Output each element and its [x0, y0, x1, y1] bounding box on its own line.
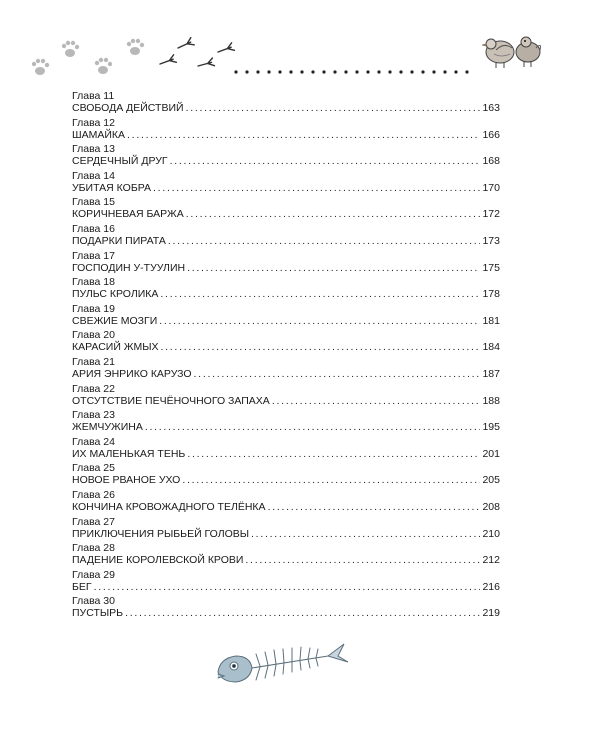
dot-leader: [159, 315, 480, 328]
chapter-title-line: [72, 341, 500, 354]
toc-entry: [72, 542, 500, 569]
chapter-title: ПОДАРКИ ПИРАТА: [72, 234, 166, 247]
toc-entry: [72, 90, 500, 117]
chapter-number: Глава 12: [72, 116, 115, 129]
chapter-title-line: [72, 474, 500, 487]
toc-entry: [72, 276, 500, 303]
dotted-trail: [234, 70, 468, 73]
page-number: 166: [482, 128, 500, 141]
toc-entry: [72, 516, 500, 543]
dot-leader: [145, 421, 481, 434]
chapter-title: ГОСПОДИН У-ТУУЛИН: [72, 261, 186, 274]
toc-entry: [72, 223, 500, 250]
dot-leader: [187, 448, 480, 461]
chapter-number: Глава 16: [72, 222, 115, 235]
dot-leader: [160, 288, 480, 301]
table-of-contents: [72, 90, 500, 622]
chapter-title-line: [72, 102, 500, 115]
chapter-number: Глава 29: [72, 568, 115, 581]
page-number: 219: [482, 607, 500, 620]
page-number: 172: [482, 208, 500, 221]
bird-track-icon: [217, 43, 235, 56]
page-number: 205: [482, 474, 500, 487]
page-number: 175: [482, 261, 500, 274]
dot-leader: [161, 341, 481, 354]
chapter-title-line: [72, 129, 500, 142]
chapter-number: Глава 11: [72, 90, 115, 102]
toc-entry: [72, 569, 500, 596]
page-number: 195: [482, 421, 500, 434]
dot-leader: [168, 235, 481, 248]
chapter-number: Глава 23: [72, 409, 115, 422]
chapter-number: Глава 22: [72, 382, 115, 395]
paw-print-icon: [95, 58, 112, 74]
bird-tracks: [159, 38, 235, 70]
chapter-title-line: [72, 262, 500, 275]
page-number: 178: [482, 288, 500, 301]
chapter-title: ПУЛЬС КРОЛИКА: [72, 288, 159, 301]
dot-leader: [194, 368, 481, 381]
dot-leader: [268, 501, 481, 514]
chapter-title-line: [72, 528, 500, 541]
bird-track-icon: [197, 58, 215, 70]
fish-skeleton-illustration: [210, 636, 360, 694]
page-number: 201: [482, 447, 500, 460]
chapter-title: ИХ МАЛЕНЬКАЯ ТЕНЬ: [72, 447, 186, 460]
chapter-title-line: [72, 421, 500, 434]
dot-leader: [182, 474, 480, 487]
paw-print-icon: [127, 39, 144, 55]
dot-leader: [186, 208, 481, 221]
dot-leader: [170, 155, 481, 168]
dot-leader: [251, 528, 480, 541]
chapter-title: БЕГ: [72, 580, 92, 593]
chapter-number: Глава 21: [72, 355, 115, 368]
chapter-title: УБИТАЯ КОБРА: [72, 181, 152, 194]
chapter-number: Глава 13: [72, 143, 115, 156]
chapter-title: КОРИЧНЕВАЯ БАРЖА: [72, 208, 184, 221]
chapter-number: Глава 25: [72, 462, 115, 475]
toc-entry: [72, 250, 500, 277]
page-number: 181: [482, 314, 500, 327]
chapter-number: Глава 19: [72, 302, 115, 315]
chapter-title-line: [72, 288, 500, 301]
chapter-title: ПАДЕНИЕ КОРОЛЕВСКОЙ КРОВИ: [72, 554, 244, 567]
toc-entry: [72, 383, 500, 410]
toc-entry: [72, 409, 500, 436]
page-number: 168: [482, 155, 500, 168]
chapter-number: Глава 27: [72, 515, 115, 528]
toc-entry: [72, 170, 500, 197]
chapter-number: Глава 18: [72, 276, 115, 289]
chapter-number: Глава 28: [72, 542, 115, 555]
chapter-number: Глава 15: [72, 196, 115, 209]
chapter-title: КАРАСИЙ ЖМЫХ: [72, 341, 159, 354]
toc-entry: [72, 196, 500, 223]
toc-entry: [72, 356, 500, 383]
chapter-title: СЕРДЕЧНЫЙ ДРУГ: [72, 155, 168, 168]
bird-track-icon: [176, 38, 194, 52]
paw-print-icon: [62, 41, 79, 57]
bird-icon: [516, 37, 541, 67]
chapter-title: ЖЕМЧУЖИНА: [72, 421, 143, 434]
bird-track-icon: [159, 55, 177, 68]
chapter-number: Глава 14: [72, 169, 115, 182]
chapter-title-line: [72, 581, 500, 594]
birds-illustration: [482, 37, 541, 68]
toc-entry: [72, 436, 500, 463]
toc-entry: [72, 143, 500, 170]
bird-icon: [482, 39, 514, 68]
page-number: 212: [482, 554, 500, 567]
dot-leader: [186, 102, 481, 115]
chapter-number: Глава 17: [72, 249, 115, 262]
chapter-title-line: [72, 395, 500, 408]
dot-leader: [127, 129, 480, 142]
toc-entry: [72, 489, 500, 516]
fish-tail: [328, 644, 348, 662]
dot-leader: [94, 581, 481, 594]
chapter-title-line: [72, 501, 500, 514]
chapter-number: Глава 26: [72, 488, 115, 501]
toc-entry: [72, 303, 500, 330]
chapter-title-line: [72, 182, 500, 195]
page-number: 210: [482, 527, 500, 540]
toc-entry: [72, 117, 500, 144]
paw-prints: [32, 39, 144, 75]
dot-leader: [245, 554, 480, 567]
page-number: 208: [482, 500, 500, 513]
page-number: 187: [482, 367, 500, 380]
toc-entry: [72, 329, 500, 356]
chapter-title-line: [72, 448, 500, 461]
chapter-title: АРИЯ ЭНРИКО КАРУЗО: [72, 367, 192, 380]
dot-leader: [153, 182, 480, 195]
chapter-title: КОНЧИНА КРОВОЖАДНОГО ТЕЛЁНКА: [72, 500, 266, 513]
chapter-title: ШАМАЙКА: [72, 128, 126, 141]
dot-leader: [272, 395, 481, 408]
page-number: 188: [482, 394, 500, 407]
chapter-title: СВОБОДА ДЕЙСТВИЙ: [72, 102, 184, 114]
chapter-number: Глава 20: [72, 329, 115, 342]
chapter-title-line: [72, 235, 500, 248]
page-number: 163: [482, 102, 500, 114]
chapter-title-line: [72, 368, 500, 381]
chapter-title-line: [72, 607, 500, 620]
chapter-title-line: [72, 315, 500, 328]
toc-entry: [72, 462, 500, 489]
page-number: 173: [482, 234, 500, 247]
page-number: 184: [482, 341, 500, 354]
chapter-title: ОТСУТСТВИЕ ПЕЧЁНОЧНОГО ЗАПАХА: [72, 394, 270, 407]
chapter-title-line: [72, 208, 500, 221]
chapter-title: СВЕЖИЕ МОЗГИ: [72, 314, 158, 327]
chapter-number: Глава 30: [72, 595, 115, 608]
page-number: 170: [482, 181, 500, 194]
chapter-title-line: [72, 554, 500, 567]
chapter-title: НОВОЕ РВАНОЕ УХО: [72, 474, 181, 487]
toc-entry: [72, 595, 500, 622]
page-number: 216: [482, 580, 500, 593]
chapter-title: ПУСТЫРЬ: [72, 607, 124, 620]
paw-print-icon: [32, 59, 49, 75]
dot-leader: [125, 607, 480, 620]
chapter-title-line: [72, 155, 500, 168]
dot-leader: [187, 262, 480, 275]
chapter-title: ПРИКЛЮЧЕНИЯ РЫБЬЕЙ ГОЛОВЫ: [72, 527, 250, 540]
chapter-number: Глава 24: [72, 435, 115, 448]
header-decoration: [0, 0, 600, 90]
